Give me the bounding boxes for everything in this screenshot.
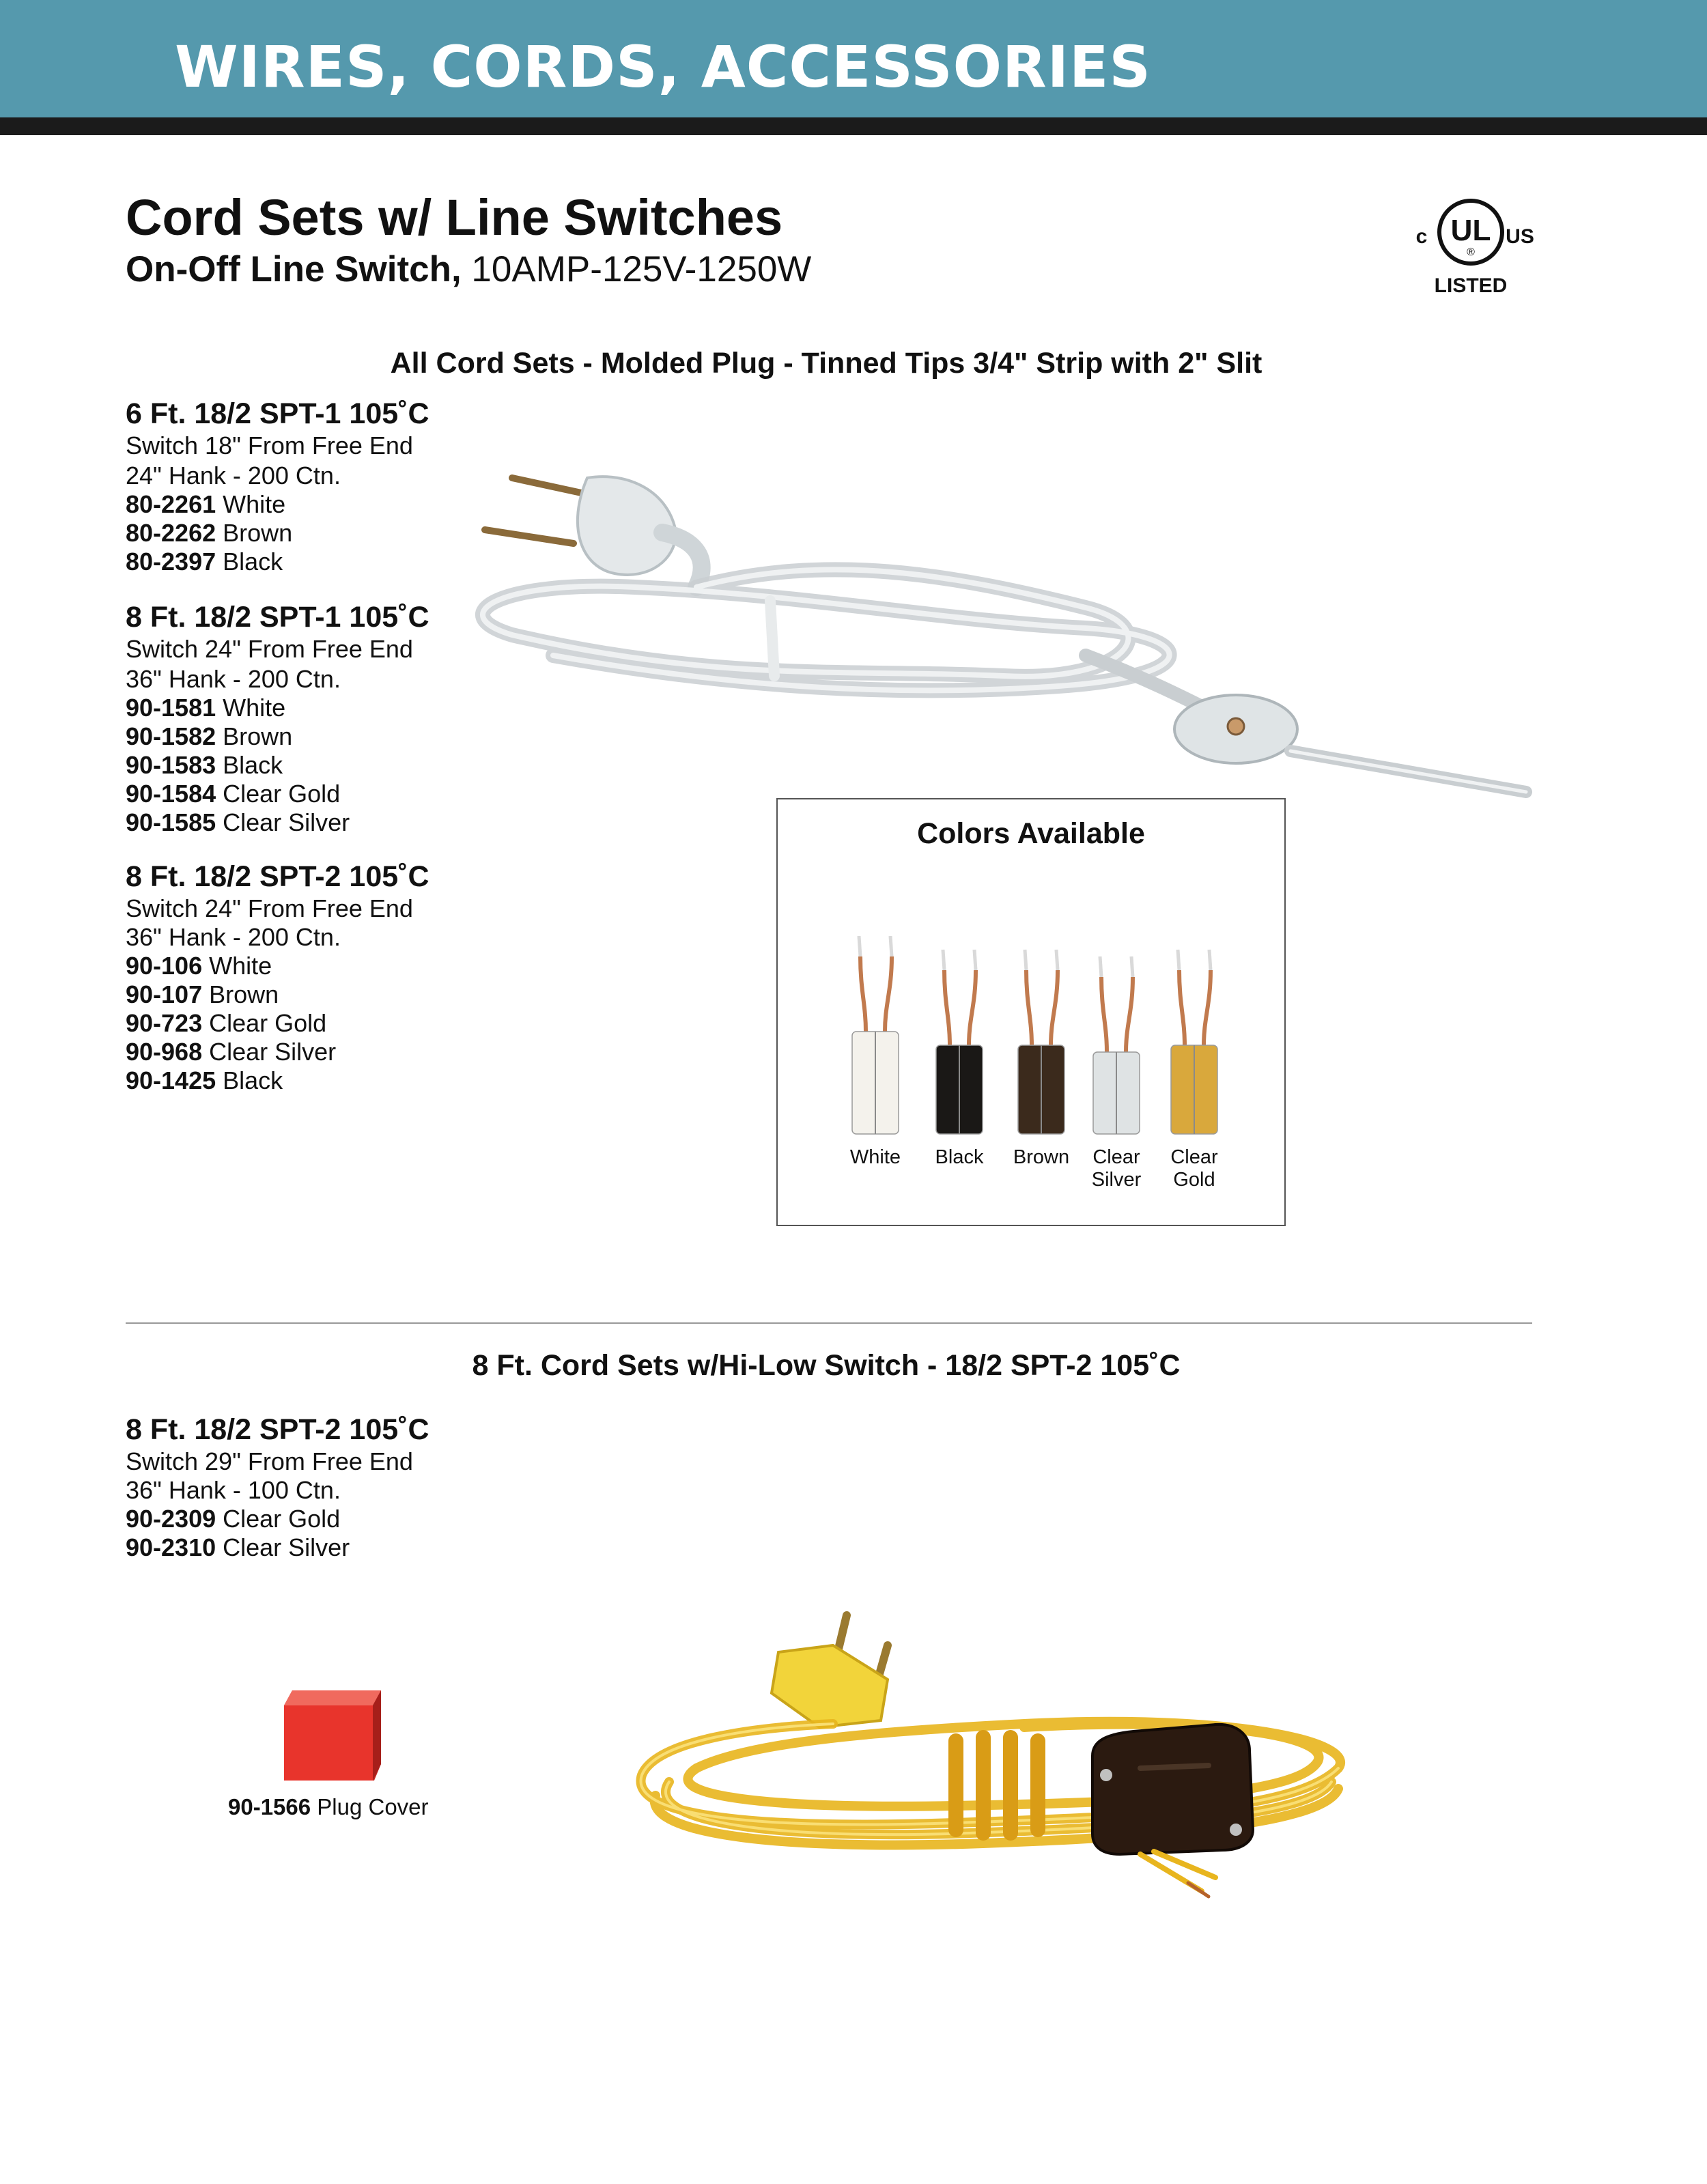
product-color: Brown: [216, 519, 293, 547]
product-code: 90-2309: [126, 1505, 216, 1533]
product-color: Clear Silver: [202, 1038, 337, 1066]
ul-listed-logo: [1402, 198, 1539, 300]
gold-hi-low-cord-set-image: [615, 1604, 1366, 1912]
product-code: 90-1585: [126, 808, 216, 836]
product-code: 90-968: [126, 1038, 203, 1066]
product-code: 90-723: [126, 1009, 203, 1037]
swatch-label-brown: Brown: [1013, 1146, 1070, 1168]
product-item: [126, 780, 429, 808]
section-subtitle: [126, 250, 811, 289]
section-title: Cord Sets w/ Line Switches: [126, 189, 783, 246]
product-group-1: [126, 396, 429, 576]
product-item: [126, 519, 429, 548]
product-name: Plug Cover: [311, 1794, 429, 1819]
product-code: 80-2261: [126, 490, 216, 518]
subtitle-rest: 10AMP-125V-1250W: [461, 249, 812, 289]
product-code: 90-107: [126, 980, 203, 1008]
group-title: 6 Ft. 18/2 SPT-1 105˚C: [126, 397, 429, 430]
clear-cord-set-image: [471, 451, 1536, 833]
banner-title: WIRES, CORDS, ACCESSORIES: [175, 33, 1151, 100]
swatch-black: [936, 950, 983, 1134]
plug-cover-image: [279, 1682, 388, 1785]
product-group-3: [126, 859, 429, 1095]
product-group-hi-low: [126, 1412, 429, 1562]
product-item: [126, 1009, 429, 1038]
swatch-label-white: White: [849, 1146, 901, 1168]
cord-sets-heading: All Cord Sets - Molded Plug - Tinned Tips 3/4" Strip with 2" Slit: [390, 347, 1262, 380]
product-item: [126, 694, 429, 722]
ul-mark: ®: [1467, 246, 1475, 258]
swatch-white: [852, 936, 899, 1134]
group-spec: 36" Hank - 200 Ctn.: [126, 923, 341, 951]
product-code: 80-2397: [126, 548, 216, 576]
colors-available-box: [776, 798, 1286, 1226]
product-item: [126, 751, 429, 780]
product-color: Black: [216, 548, 283, 576]
product-color: White: [216, 490, 286, 518]
product-code: 90-1583: [126, 751, 216, 779]
product-item: [126, 490, 429, 519]
product-color: Black: [216, 751, 283, 779]
header-banner-bar: [0, 117, 1707, 135]
product-color: Clear Silver: [216, 1533, 350, 1561]
hi-low-heading: 8 Ft. Cord Sets w/Hi-Low Switch - 18/2 SPT-2 105˚C: [472, 1349, 1181, 1382]
group-spec: 36" Hank - 100 Ctn.: [126, 1476, 341, 1504]
plug-cover-label: [228, 1794, 429, 1820]
product-color: Clear Silver: [216, 808, 350, 836]
product-color: White: [202, 952, 272, 980]
product-code: 90-1566: [228, 1794, 311, 1819]
product-item: [126, 1066, 429, 1095]
product-color: Black: [216, 1066, 283, 1094]
product-color: Clear Gold: [216, 1505, 341, 1533]
product-color: Brown: [216, 722, 293, 750]
product-item: [126, 722, 429, 751]
product-color: Clear Gold: [216, 780, 341, 808]
product-color: White: [216, 694, 286, 722]
product-code: 90-106: [126, 952, 203, 980]
product-item: [126, 548, 429, 576]
group-spec: Switch 24" From Free End: [126, 635, 413, 663]
section-divider: [126, 1322, 1532, 1324]
swatch-clear-silver: [1093, 956, 1140, 1134]
group-title: 8 Ft. 18/2 SPT-2 105˚C: [126, 1413, 429, 1446]
product-code: 90-1581: [126, 694, 216, 722]
group-title: 8 Ft. 18/2 SPT-2 105˚C: [126, 860, 429, 893]
product-group-2: [126, 599, 429, 837]
swatch-label-black: Black: [935, 1146, 984, 1168]
product-code: 90-1582: [126, 722, 216, 750]
ul-left-text: c: [1415, 225, 1428, 248]
product-item: [126, 1533, 429, 1562]
group-spec: Switch 24" From Free End: [126, 894, 413, 922]
group-spec: 24" Hank - 200 Ctn.: [126, 462, 341, 490]
swatch-brown: [1018, 950, 1064, 1134]
product-item: [126, 1038, 429, 1066]
colors-available-title: Colors Available: [917, 817, 1145, 850]
group-spec: Switch 18" From Free End: [126, 431, 413, 459]
subtitle-bold: On-Off Line Switch,: [126, 249, 462, 289]
product-item: [126, 952, 429, 980]
product-item: [126, 980, 429, 1009]
ul-right-text: US: [1506, 225, 1534, 248]
product-color: Brown: [202, 980, 279, 1008]
product-item: [126, 808, 429, 837]
group-spec: Switch 29" From Free End: [126, 1447, 413, 1475]
ul-center-text: UL: [1450, 214, 1491, 247]
swatch-clear-gold: [1171, 950, 1217, 1134]
group-spec: 36" Hank - 200 Ctn.: [126, 665, 341, 693]
swatch-label-clear-gold: Clear Gold: [1170, 1146, 1218, 1191]
swatch-label-clear-silver: Clear Silver: [1091, 1146, 1142, 1191]
ul-bottom-text: LISTED: [1434, 274, 1508, 297]
product-color: Clear Gold: [202, 1009, 327, 1037]
product-code: 90-1584: [126, 780, 216, 808]
group-title: 8 Ft. 18/2 SPT-1 105˚C: [126, 601, 429, 634]
product-code: 90-2310: [126, 1533, 216, 1561]
product-code: 90-1425: [126, 1066, 216, 1094]
product-item: [126, 1505, 429, 1533]
product-code: 80-2262: [126, 519, 216, 547]
